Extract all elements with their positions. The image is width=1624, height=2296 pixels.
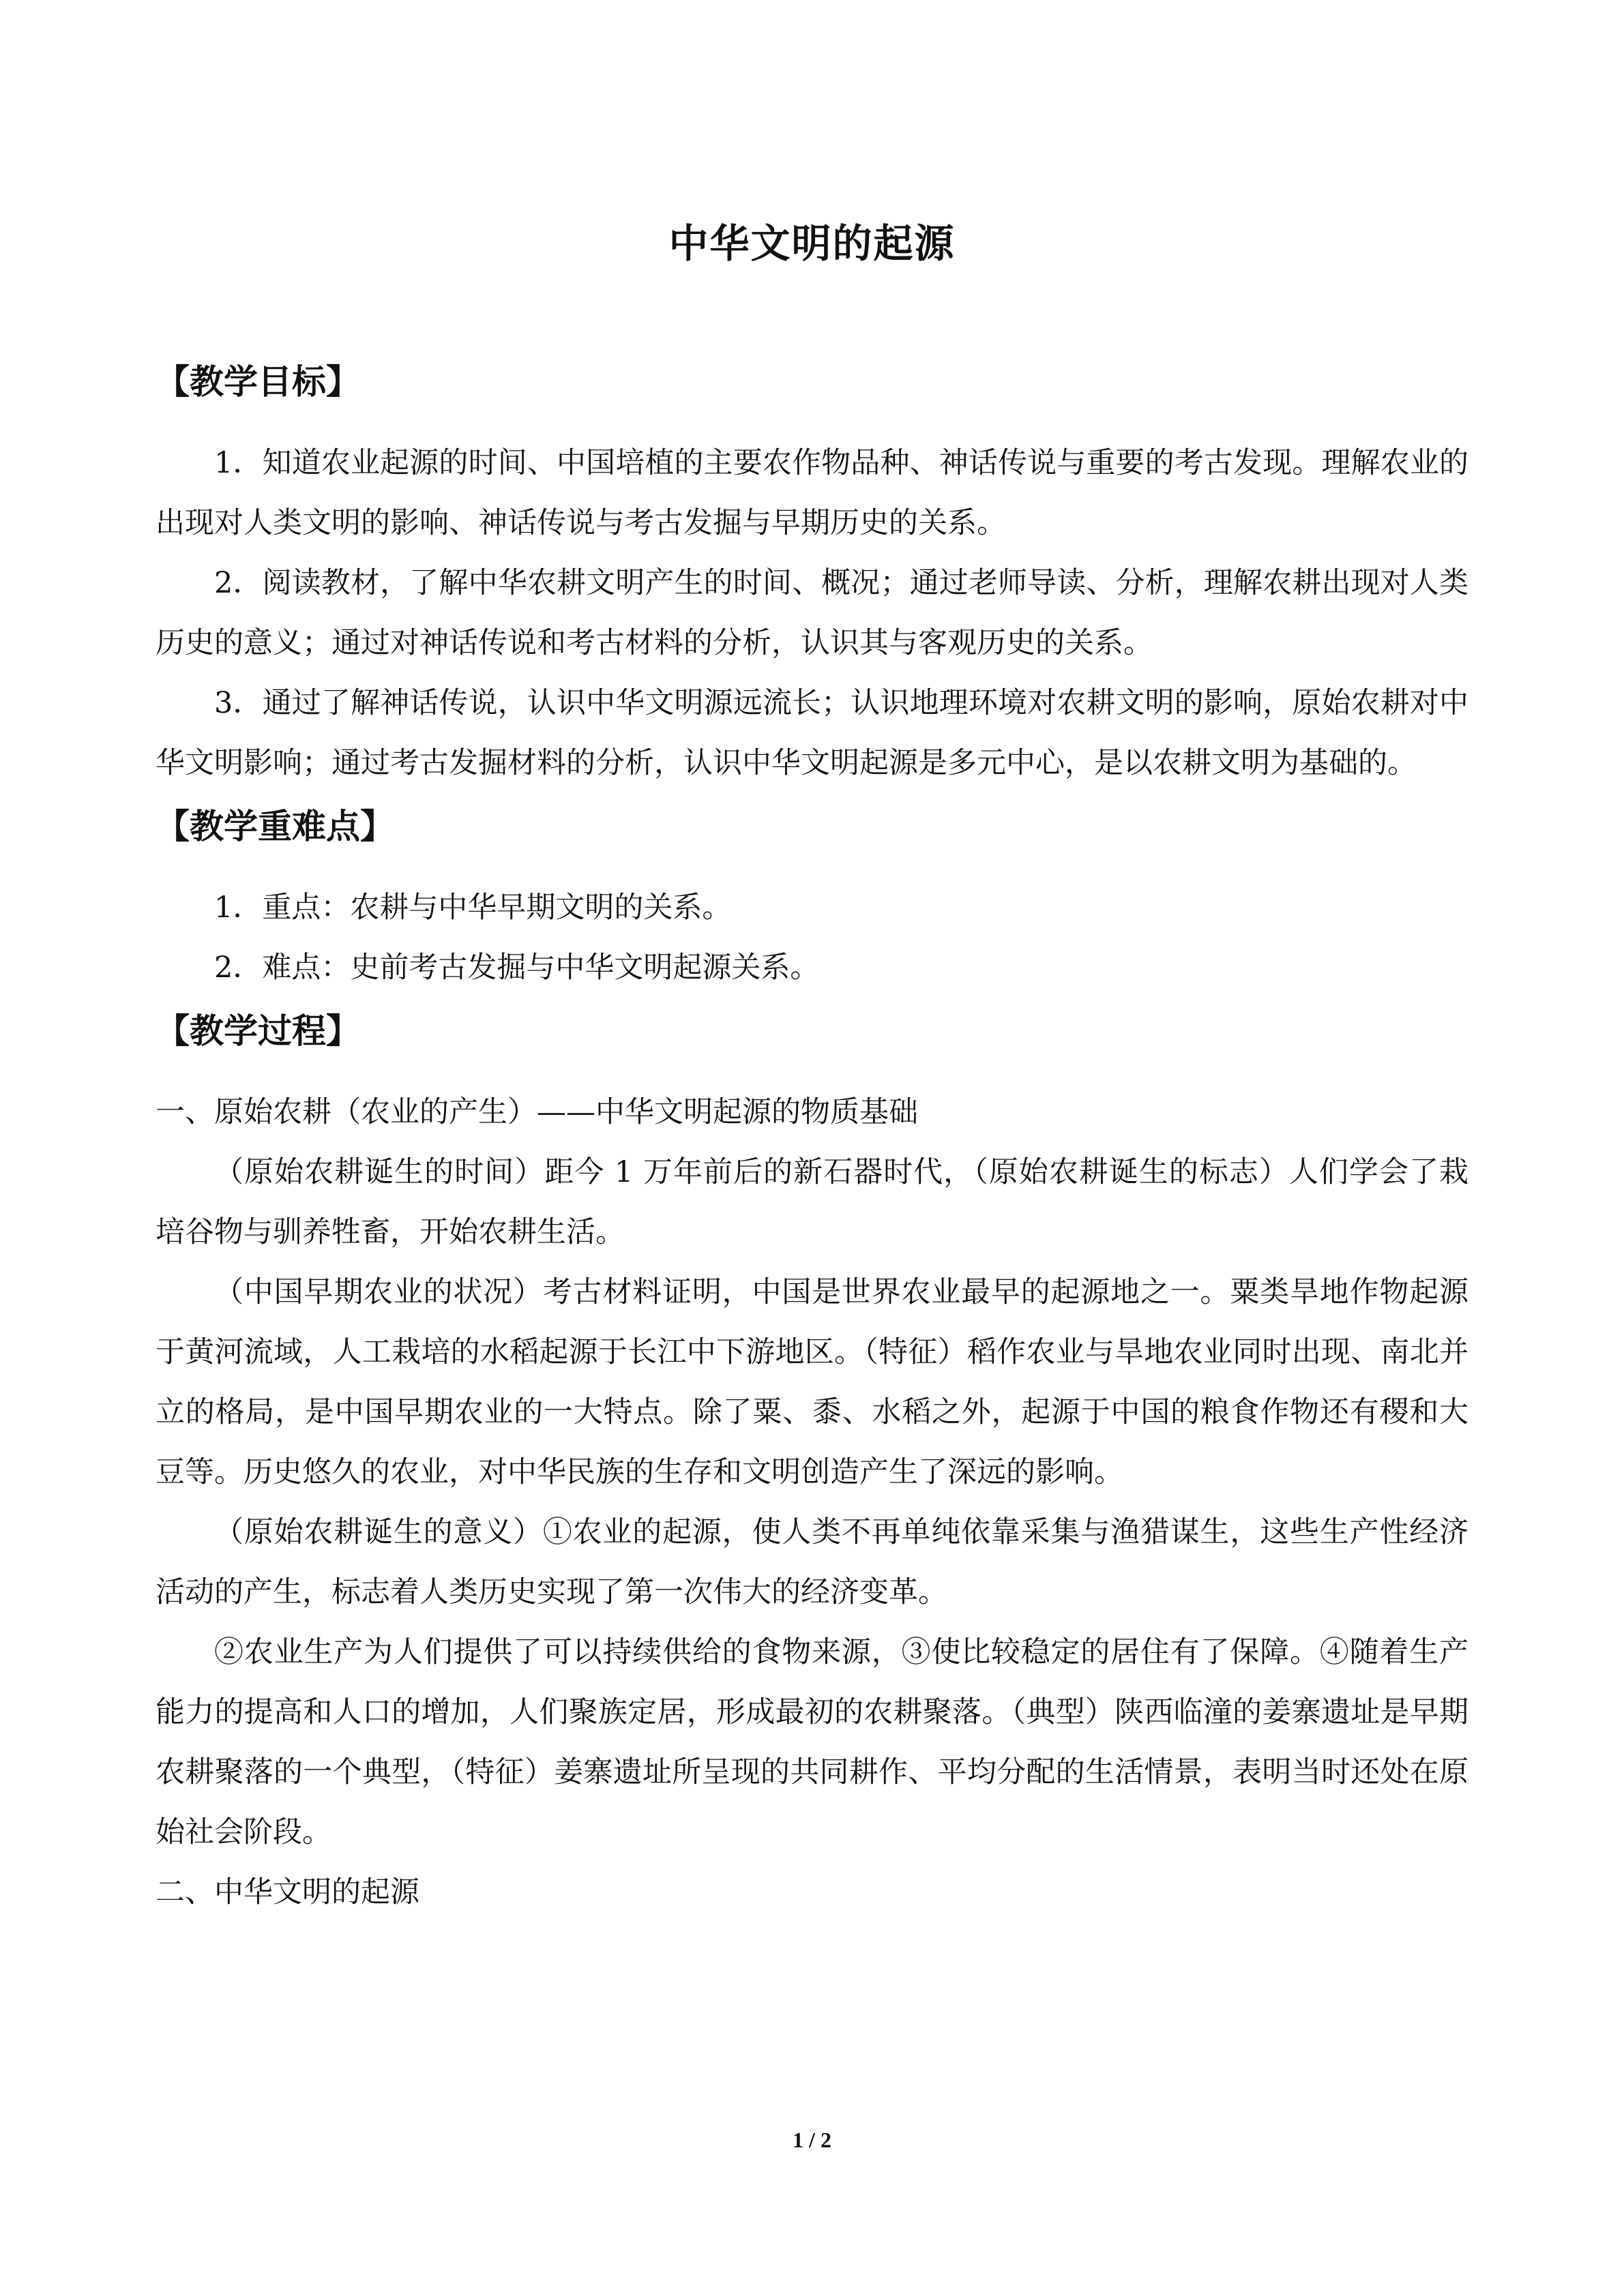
process-subheading: 一、原始农耕（农业的产生）——中华文明起源的物质基础 (156, 1095, 918, 1129)
keypoint-item: 2．难点：史前考古发掘与中华文明起源关系。 (214, 951, 820, 985)
process-paragraph: （原始农耕诞生的意义）①农业的起源，使人类不再单纯依靠采集与渔猎谋生，这些生产性经济活动的产生，标志着人类历史实现了第一次伟大的经济变革。 (156, 1515, 1468, 1609)
process-subheading: 二、中华文明的起源 (156, 1875, 419, 1909)
section-heading-keypoints: 【教学重难点】 (156, 807, 394, 846)
section-heading-process: 【教学过程】 (156, 1011, 360, 1051)
page-title: 中华文明的起源 (668, 220, 956, 267)
process-paragraph: （中国早期农业的状况）考古材料证明，中国是世界农业最早的起源地之一。粟类旱地作物起源于黄河流域，人工栽培的水稻起源于长江中下游地区。（特征）稻作农业与旱地农业同时出现、南北并立的格局，是中国早期农业的一大特点。除了粟、黍、水稻之外，起源于中国的粮食作物还有稷和大豆等。历史悠久的农业，对中华民族的生存和文明创造产生了深远的影响。 (156, 1275, 1468, 1489)
page-number: 1 / 2 (793, 2128, 831, 2152)
section-heading-goals: 【教学目标】 (156, 362, 360, 402)
keypoint-item: 1．重点：农耕与中华早期文明的关系。 (214, 891, 732, 925)
process-paragraph: （原始农耕诞生的时间）距今 1 万年前后的新石器时代，（原始农耕诞生的标志）人们学会了栽培谷物与驯养牲畜，开始农耕生活。 (156, 1155, 1468, 1249)
goal-item: 3．通过了解神话传说，认识中华文明源远流长；认识地理环境对农耕文明的影响，原始农耕对中华文明影响；通过考古发掘材料的分析，认识中华文明起源是多元中心，是以农耕文明为基础的。 (156, 686, 1468, 780)
document-body (156, 358, 1468, 1922)
goal-item: 2．阅读教材，了解中华农耕文明产生的时间、概况；通过老师导读、分析，理解农耕出现对人类历史的意义；通过对神话传说和考古材料的分析，认识其与客观历史的关系。 (156, 566, 1468, 660)
goal-item: 1．知道农业起源的时间、中国培植的主要农作物品种、神话传说与重要的考古发现。理解农业的出现对人类文明的影响、神话传说与考古发掘与早期历史的关系。 (156, 446, 1468, 540)
process-paragraph: ②农业生产为人们提供了可以持续供给的食物来源，③使比较稳定的居住有了保障。④随着生产能力的提高和人口的增加，人们聚族定居，形成最初的农耕聚落。（典型）陕西临潼的姜寨遗址是早期农耕聚落的一个典型，（特征）姜寨遗址所呈现的共同耕作、平均分配的生活情景，表明当时还处在原始社会阶段。 (156, 1635, 1468, 1849)
